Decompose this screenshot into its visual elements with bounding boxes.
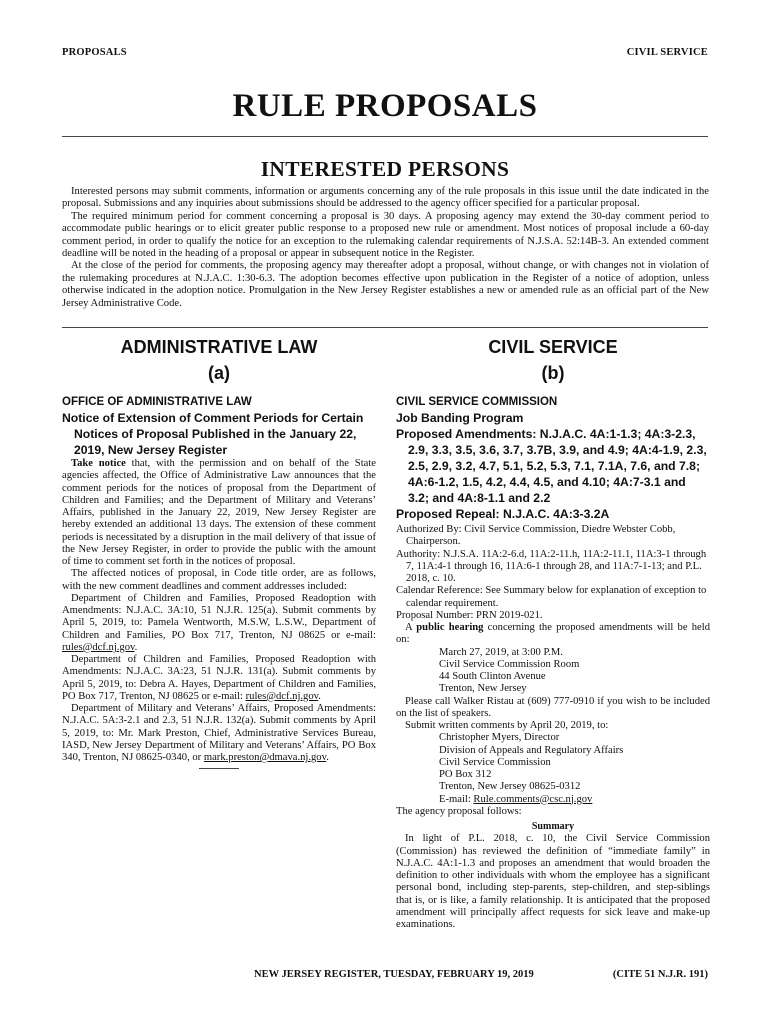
notice-paragraph: Department of Military and Veterans’ Affairs, Proposed Amendments: N.J.A.C. 5A:3-2.1 and 2.3, 51 N.J.R. 132(a). Submit comments by April 5, 2019, to: Mr. Mark Preston, Chief, Administrative Services Bureau, IASD, New Jersey Department of Military and Veterans’ Affairs, PO Box 340, Trenton, NJ 08625-0340, or mark.preston@dmava.nj.gov. [62, 703, 376, 763]
hearing-detail: Civil Service Commission Room [439, 658, 580, 670]
intro-divider [62, 327, 708, 328]
section-heading-civil-service: CIVIL SERVICE [488, 337, 618, 357]
calendar-reference: Calendar Reference: See Summary below for explanation of exception to calendar requirement. [396, 585, 707, 609]
authority: Authority: N.J.S.A. 11A:2-6.d, 11A:2-11.h, 11A:2-11.1, 11A:3-1 through 7, 11A:4-1 through 16, 11A:6-1 through 28, and 11A:7-1-13; and P.L. 2018, c. 10. [396, 548, 707, 584]
left-column [62, 337, 376, 769]
submit-comments: Submit written comments by April 20, 2019, to: [405, 720, 609, 731]
proposal-follows: The agency proposal follows: [396, 805, 522, 817]
address-line: Christopher Myers, Director [439, 732, 560, 744]
authorized-by: Authorized By: Civil Service Commission, Diedre Webster Cobb, Chairperson. [396, 524, 676, 548]
title-divider [62, 136, 708, 137]
email-link[interactable]: rules@dcf.nj.gov [245, 690, 319, 702]
notice-body [62, 458, 376, 764]
intro-text [62, 186, 709, 310]
email-link[interactable]: rules@dcf.nj.gov [62, 641, 135, 653]
intro-paragraph: The required minimum period for comment concerning a proposal is 30 days. A proposing agency may extend the 30-day comment period to accommodate public hearings or to elicit greater public response to a proposed new rule or amendment. Most notices of proposal include a 60-day comment period, in order to qualify the notice for an exception to the rulemaking calendar requirements of N.J.S.A. 52:14B-3. An extended comment deadline will be noted in the heading of a proposal or appear in subsequent notice in the Register. [62, 210, 709, 260]
notice-paragraph: Take notice that, with the permission and on behalf of the State agencies affected, the Office of Administrative Law announces that the comment periods for the notices of proposal from the Department of Children and Families; and the Department of Military and Veterans’ Affairs, published in the January 22, 2019, New Jersey Register are hereby extended an additional 13 days. The extension of these comment periods is necessitated by a disruption in the mail delivery of that issue of the New Jersey Register, in order to provide the public with the amount of time to comment set forth in the notices of proposal. [62, 458, 376, 567]
item-letter-a: (a) [208, 363, 230, 383]
address-line: Trenton, New Jersey 08625-0312 [439, 781, 581, 793]
section-heading-administrative-law: ADMINISTRATIVE LAW [120, 337, 318, 357]
address-line: Division of Appeals and Regulatory Affairs [439, 744, 624, 756]
header-agency: CIVIL SERVICE [626, 47, 708, 58]
agency-name: OFFICE OF ADMINISTRATIVE LAW [62, 396, 252, 408]
notice-paragraph: Department of Children and Families, Proposed Readoption with Amendments: N.J.A.C. 3A:10, 51 N.J.R. 125(a). Submit comments by April 5, 2019, to: Pamela Wentworth, M.S.W, L.S.W., Department of Children and Families, PO Box 717, Trenton, NJ 08625 or e-mail: rules@dcf.nj.gov. [62, 592, 376, 653]
end-rule [199, 768, 239, 769]
intro-paragraph: At the close of the period for comments, the proposing agency may thereafter adopt a proposal, without change, or with changes not in violation of the rulemaking procedures at N.J.A.C. 1:30-6.3. The adoption becomes effective upon publication in the Register of a notice of adoption, unless otherwise indicated in the adoption notice. Promulgation in the New Jersey Register establishes a new or amended rule as an official part of the New Jersey Administrative Code. [62, 260, 709, 309]
email-link[interactable]: Rule.comments@csc.nj.gov [473, 793, 593, 805]
page-title: RULE PROPOSALS [232, 88, 538, 124]
footer-citation: (CITE 51 N.J.R. 191) [612, 969, 708, 980]
summary-text: In light of P.L. 2018, c. 10, the Civil Service Commission (Commission) has reviewed the definition of “immediate family” in N.J.A.C. 4A:1-1.3 and proposes an amendment that would broaden the definition to other individuals with whom the employee has a significant personal bond, including step-parents, step-children, and step-siblings that is, or is like, a family relationship. It is anticipated that the proposed amendment will principally affect requests for sick leave and make-up examinations. [396, 833, 710, 930]
amendments-title: Proposed Amendments: N.J.A.C. 4A:1-1.3; 4A:3-2.3, 2.9, 3.3, 3.5, 3.6, 3.7, 3.7B, 3.9, and 4.9; 4A:4-1.9, 2.3, 2.5, 2.9, 3.2, 4.7, 5.1, 5.2, 5.3, 7.1, 7.1A, 7.6, and 7.8; 4A:6-1.2, 1.5, 4.2, 4.4, 4.5, and 4.10; 4A:7-3.1 and 3.2; and 4A:8-1.1 and 2.2 [396, 427, 707, 505]
email-line: E-mail: Rule.comments@csc.nj.gov [439, 793, 593, 805]
interested-persons-heading: INTERESTED PERSONS [260, 157, 510, 181]
address-line: PO Box 312 [439, 769, 492, 780]
item-letter-b: (b) [541, 363, 565, 383]
speaker-call: Please call Walker Ristau at (609) 777-0910 if you wish to be included on the list of speakers. [396, 695, 710, 719]
footer-register: NEW JERSEY REGISTER, TUESDAY, FEBRUARY 19, 2019 [254, 969, 534, 980]
proposal-number: Proposal Number: PRN 2019-021. [396, 609, 543, 621]
summary-heading: Summary [531, 821, 575, 832]
program-name: Job Banding Program [396, 411, 524, 425]
address-line: Civil Service Commission [439, 756, 551, 768]
notice-title: Notice of Extension of Comment Periods for Certain Notices of Proposal Published in the January 22, 2019, New Jersey Register [62, 411, 364, 457]
notice-paragraph: Department of Children and Families, Proposed Readoption with Amendments: N.J.A.C. 3A:23, 51 N.J.R. 131(a). Submit comments by April 5, 2019, to: Debra A. Hayes, Department of Children and Families, PO Box 717, Trenton, NJ 08625 or e-mail: rules@dcf.nj.gov. [62, 654, 376, 702]
right-column [396, 337, 710, 931]
take-notice-label: Take notice [71, 458, 126, 469]
repeal-title: Proposed Repeal: N.J.A.C. 4A:3-3.2A [396, 507, 610, 521]
running-header [62, 47, 708, 61]
hearing-detail: 44 South Clinton Avenue [439, 671, 546, 682]
hearing-notice: A public hearing concerning the proposed amendments will be held on: [396, 622, 711, 646]
notice-paragraph: The affected notices of proposal, in Code title order, are as follows, with the new comment deadlines and comment addresses included: [62, 568, 376, 592]
page-footer [62, 969, 708, 983]
hearing-detail: Trenton, New Jersey [439, 683, 527, 695]
agency-name: CIVIL SERVICE COMMISSION [396, 396, 558, 408]
email-link[interactable]: mark.preston@dmava.nj.gov [203, 752, 327, 763]
hearing-detail: March 27, 2019, at 3:00 P.M. [439, 646, 563, 658]
intro-paragraph: Interested persons may submit comments, information or arguments concerning any of the rule proposals in this issue until the date indicated in the proposal. Submissions and any inquiries about submissions should be addressed to the agency officer specified for a particular proposal. [62, 186, 709, 210]
header-section: PROPOSALS [62, 47, 127, 58]
